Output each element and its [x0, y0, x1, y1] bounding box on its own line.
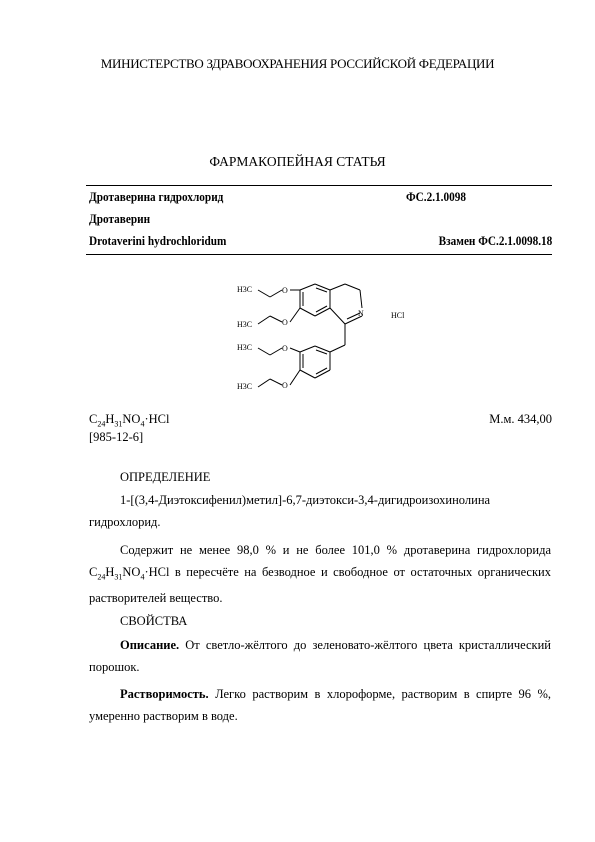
bond: [258, 379, 270, 387]
bond: [270, 379, 282, 385]
hcl-label: HCl: [391, 311, 405, 320]
bond: [258, 316, 270, 324]
bond: [345, 284, 360, 290]
russian-name: Дротаверина гидрохлорид: [89, 190, 224, 204]
article-code: ФС.2.1.0098: [406, 190, 466, 204]
bond: [270, 290, 282, 297]
bond: [290, 308, 300, 322]
bond: [330, 308, 345, 324]
bond: [290, 370, 300, 385]
methyl-label: H3C: [237, 285, 253, 294]
ministry-title: МИНИСТЕРСТВО ЗДРАВООХРАНЕНИЯ РОССИЙСКОЙ ФЕДЕРАЦИИ: [100, 56, 495, 71]
bond: [315, 308, 330, 316]
oxygen-label: O: [282, 318, 288, 327]
bond: [300, 308, 315, 316]
bond: [315, 370, 330, 378]
properties-heading: СВОЙСТВА: [120, 614, 188, 628]
document-type-title: ФАРМАКОПЕЙНАЯ СТАТЬЯ: [209, 154, 386, 169]
definition-text: 1-[(3,4-Диэтоксифенил)метил]-6,7-диэтокси-3,4-дигидроизохинолина гидрохлорид.: [89, 493, 491, 529]
bond: [270, 316, 282, 322]
replaces-code: Взамен ФС.2.1.0098.18: [438, 234, 552, 248]
description-text: Описание. От светло-жёлтого до зеленовато-жёлтого цвета кристаллический порошок.: [89, 638, 551, 674]
bond: [360, 290, 362, 308]
molecular-formula: $C_{24}H_{31}NO_4\cdot HCl$: [89, 412, 170, 429]
structural-formula: [228, 270, 428, 410]
methyl-label: H3C: [237, 343, 253, 352]
bond: [315, 346, 330, 352]
bond: [300, 370, 315, 378]
bond: [315, 284, 330, 290]
bond: [300, 284, 315, 290]
solubility-text: Растворимость. Легко растворим в хлороформе, растворим в спирте 96 %, умеренно растворим в воде.: [89, 687, 551, 723]
bond: [316, 306, 327, 312]
oxygen-label: O: [282, 381, 288, 390]
latin-name: Drotaverini hydrochloridum: [89, 234, 227, 248]
molecular-mass: М.м. 434,00: [489, 412, 552, 426]
bond: [290, 348, 300, 352]
definition-heading: ОПРЕДЕЛЕНИЕ: [120, 470, 211, 484]
bond: [316, 368, 327, 374]
nitrogen-label: N: [358, 309, 364, 318]
bond: [258, 348, 270, 355]
methyl-label: H3C: [237, 320, 253, 329]
oxygen-label: O: [282, 344, 288, 353]
short-name: Дротаверин: [89, 212, 151, 226]
bond: [270, 348, 282, 355]
content-text: Содержит не менее 98,0 % и не более 101,0 % дротаверина гидрохлорида $C_{24}H_{31}NO_4\cdot HCl$ в пересчёте на безводное и свободное от остаточных органических растворителей вещество.: [89, 543, 551, 605]
bond: [258, 290, 270, 297]
header-bottom-rule: [86, 254, 552, 255]
bond: [300, 346, 315, 352]
bond: [330, 345, 345, 352]
header-top-rule: [86, 185, 552, 186]
methyl-label: H3C: [237, 382, 253, 391]
oxygen-label: O: [282, 286, 288, 295]
bond: [330, 284, 345, 290]
cas-number: [985-12-6]: [89, 430, 144, 444]
